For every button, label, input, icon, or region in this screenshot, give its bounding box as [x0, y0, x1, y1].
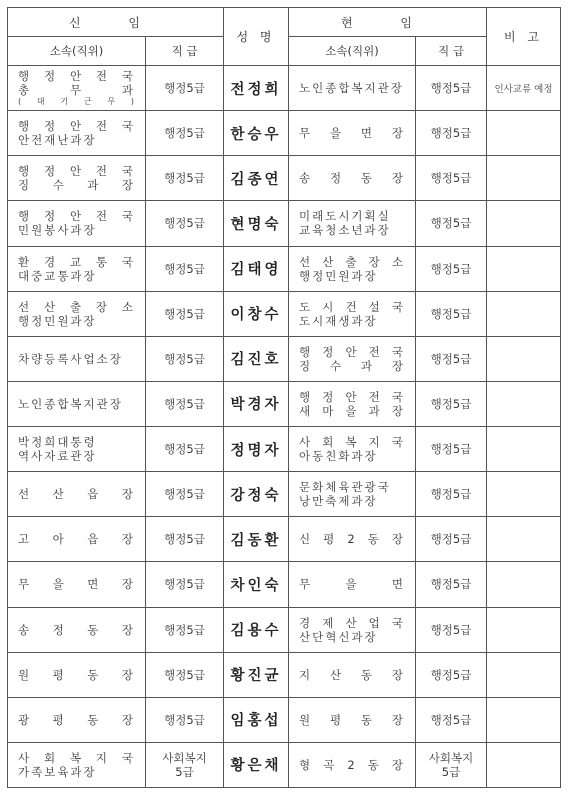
current-affiliation-cell-line: 행 정 안 전 국: [299, 389, 405, 404]
remarks-cell: [487, 246, 561, 291]
new-affiliation-cell-line: 역사자료관장: [18, 449, 97, 464]
current-affiliation-cell: [289, 427, 416, 472]
current-affiliation-cell-line: 무 을 면 장: [299, 126, 405, 141]
current-grade-cell: 행정5급: [416, 156, 487, 201]
table-row: [8, 607, 561, 652]
table-row: [8, 427, 561, 472]
table-row: [8, 291, 561, 336]
person-name-cell: 전정희: [224, 66, 289, 111]
current-grade-cell: 행정5급: [416, 427, 487, 472]
current-affiliation-cell-line: 경 제 산 업 국: [299, 615, 405, 630]
current-affiliation-cell-line: 노인종합복지관장: [299, 81, 404, 96]
new-affiliation-cell-line: 행 정 안 전 국: [18, 119, 135, 134]
roster-body: [8, 66, 561, 788]
new-affiliation-cell-line: 무 을 면 장: [18, 577, 135, 592]
remarks-cell: [487, 427, 561, 472]
new-grade-cell: 행정5급: [146, 291, 224, 336]
person-name-cell: 김용수: [224, 607, 289, 652]
current-affiliation-cell: [289, 336, 416, 381]
remarks-cell: [487, 607, 561, 652]
new-affiliation-cell-line: 노인종합복지관장: [18, 396, 123, 411]
remarks-cell: [487, 156, 561, 201]
new-affiliation-cell-line: 박정희대통령: [18, 435, 97, 450]
new-affiliation-cell-line: 광 평 동 장: [18, 712, 135, 727]
new-affiliation-cell: [8, 66, 146, 111]
table-row: [8, 246, 561, 291]
person-name-cell: 한승우: [224, 111, 289, 156]
person-name-cell: 김종연: [224, 156, 289, 201]
new-affiliation-cell-line: 대중교통과장: [18, 268, 97, 283]
person-name-cell: 정명자: [224, 427, 289, 472]
current-affiliation-cell-line: 도시재생과장: [299, 313, 378, 328]
current-affiliation-cell-line: 도 시 건 설 국: [299, 299, 405, 314]
current-affiliation-cell-line: 무 을 면: [299, 577, 405, 592]
remarks-cell: [487, 697, 561, 742]
remarks-cell: [487, 381, 561, 426]
table-row: [8, 472, 561, 517]
current-affiliation-cell-line: 아동친화과장: [299, 449, 378, 464]
new-grade-cell: 행정5급: [146, 201, 224, 246]
person-name-cell: 현명숙: [224, 201, 289, 246]
current-affiliation-cell-line: 행 정 안 전 국: [299, 344, 405, 359]
current-affiliation-cell: [289, 517, 416, 562]
new-grade-cell: 행정5급: [146, 562, 224, 607]
new-affiliation-cell-line: 송 정 동 장: [18, 622, 135, 637]
current-affiliation-cell-line: 선 산 출 장 소: [299, 254, 405, 269]
remarks-header: 비 고: [487, 8, 561, 66]
current-affiliation-cell: [289, 562, 416, 607]
current-affiliation-cell-line: 형 곡 2 동 장: [299, 757, 405, 772]
new-affiliation-cell: [8, 427, 146, 472]
person-name-cell: 강정숙: [224, 472, 289, 517]
remarks-cell: [487, 562, 561, 607]
new-grade-cell: 행정5급: [146, 336, 224, 381]
current-affiliation-cell: [289, 111, 416, 156]
remarks-cell: 인사교류 예정: [487, 66, 561, 111]
current-affiliation-cell-line: 산단혁신과장: [299, 629, 378, 644]
current-affiliation-cell: [289, 246, 416, 291]
table-row: [8, 562, 561, 607]
current-affiliation-cell-line: 사 회 복 지 국: [299, 435, 405, 450]
new-grade-cell: 행정5급: [146, 156, 224, 201]
new-grade-cell: 행정5급: [146, 607, 224, 652]
current-affiliation-cell: [289, 156, 416, 201]
current-grade-cell: 행정5급: [416, 517, 487, 562]
new-affiliation-cell: [8, 607, 146, 652]
current-affiliation-cell: [289, 742, 416, 787]
current-affiliation-cell: [289, 607, 416, 652]
new-affiliation-cell-line: 선 산 출 장 소: [18, 299, 135, 314]
current-grade-cell: 행정5급: [416, 336, 487, 381]
remarks-cell: [487, 291, 561, 336]
new-affiliation-cell-line: 사 회 복 지 국: [18, 750, 135, 765]
new-affiliation-cell-line: 차량등록사업소장: [18, 351, 123, 366]
current-affiliation-cell: [289, 652, 416, 697]
header-row-top: [8, 8, 561, 37]
new-grade-cell: 행정5급: [146, 697, 224, 742]
current-grade-cell: 행정5급: [416, 111, 487, 156]
new-affiliation-cell-line: 환 경 교 통 국: [18, 254, 135, 269]
person-name-cell: 임홍섭: [224, 697, 289, 742]
new-affiliation-cell-line: 민원봉사과장: [18, 223, 97, 238]
new-grade-cell: 행정5급: [146, 427, 224, 472]
current-affiliation-cell: [289, 697, 416, 742]
new-grade-cell: 행정5급: [146, 517, 224, 562]
new-grade-cell: 행정5급: [146, 111, 224, 156]
current-grade-cell: 행정5급: [416, 607, 487, 652]
current-affiliation-cell: [289, 201, 416, 246]
current-affiliation-cell-line: 신 평 2 동 장: [299, 532, 405, 547]
table-row: [8, 517, 561, 562]
new-affiliation-cell-line: 안전재난과장: [18, 133, 97, 148]
new-affiliation-header: 소속(직위): [8, 37, 146, 66]
remarks-cell: [487, 111, 561, 156]
table-row: [8, 201, 561, 246]
new-affiliation-cell-line: 원 평 동 장: [18, 667, 135, 682]
current-post-header: 현 임: [289, 8, 487, 37]
person-name-cell: 차인숙: [224, 562, 289, 607]
current-affiliation-cell-line: 새 마 을 과 장: [299, 403, 405, 418]
new-affiliation-cell: [8, 111, 146, 156]
table-row: [8, 66, 561, 111]
current-affiliation-header: 소속(직위): [289, 37, 416, 66]
remarks-cell: [487, 336, 561, 381]
person-name-cell: 이창수: [224, 291, 289, 336]
new-affiliation-cell-line: 행 정 안 전 국: [18, 69, 135, 84]
current-affiliation-cell-line: 원 평 동 장: [299, 712, 405, 727]
person-name-cell: 김진호: [224, 336, 289, 381]
new-affiliation-cell-line: 가족보육과장: [18, 764, 97, 779]
current-affiliation-cell-line: 지 산 동 장: [299, 667, 405, 682]
new-grade-header: 직 급: [146, 37, 224, 66]
current-grade-cell: 행정5급: [416, 697, 487, 742]
current-grade-cell: 행정5급: [416, 652, 487, 697]
person-name-cell: 박경자: [224, 381, 289, 426]
table-row: [8, 381, 561, 426]
new-affiliation-cell: [8, 742, 146, 787]
remarks-cell: [487, 517, 561, 562]
new-affiliation-cell: [8, 381, 146, 426]
current-grade-header: 직 급: [416, 37, 487, 66]
current-affiliation-cell-line: 행정민원과장: [299, 268, 378, 283]
new-affiliation-cell: [8, 156, 146, 201]
remarks-cell: [487, 201, 561, 246]
current-grade-cell: 행정5급: [416, 472, 487, 517]
current-grade-cell: 행정5급: [416, 201, 487, 246]
current-grade-cell: 행정5급: [416, 246, 487, 291]
new-affiliation-cell-line: 징 수 과 장: [18, 178, 135, 193]
remarks-cell: [487, 472, 561, 517]
new-affiliation-cell: [8, 697, 146, 742]
new-post-header: 신 임: [8, 8, 224, 37]
table-row: [8, 111, 561, 156]
new-affiliation-cell: [8, 517, 146, 562]
new-grade-cell: 행정5급: [146, 381, 224, 426]
new-affiliation-cell: [8, 472, 146, 517]
table-row: [8, 697, 561, 742]
new-grade-cell: 행정5급: [146, 246, 224, 291]
current-affiliation-cell-line: 교육청소년과장: [299, 223, 391, 238]
remarks-cell: [487, 652, 561, 697]
new-affiliation-cell: [8, 291, 146, 336]
new-grade-cell: 행정5급: [146, 652, 224, 697]
current-affiliation-cell: [289, 291, 416, 336]
table-row: [8, 742, 561, 787]
person-name-cell: 김태영: [224, 246, 289, 291]
person-name-cell: 황진균: [224, 652, 289, 697]
current-grade-cell: 행정5급: [416, 66, 487, 111]
name-header: 성 명: [224, 8, 289, 66]
current-affiliation-cell-line: 미래도시기획실: [299, 209, 391, 224]
new-affiliation-cell-line: 선 산 읍 장: [18, 487, 135, 502]
new-affiliation-cell: [8, 246, 146, 291]
new-affiliation-cell: [8, 652, 146, 697]
new-affiliation-cell: [8, 562, 146, 607]
current-affiliation-cell-line: 징 수 과 장: [299, 358, 405, 373]
new-grade-cell: 행정5급: [146, 472, 224, 517]
current-affiliation-cell: [289, 66, 416, 111]
current-grade-cell: 행정5급: [416, 562, 487, 607]
current-grade-cell: 행정5급: [416, 291, 487, 336]
new-grade-cell: 사회복지 5급: [146, 742, 224, 787]
current-affiliation-cell-line: 낭만축제과장: [299, 494, 378, 509]
new-affiliation-cell-line: 행정민원과장: [18, 313, 97, 328]
new-affiliation-cell-line: 행 정 안 전 국: [18, 209, 135, 224]
person-name-cell: 김동환: [224, 517, 289, 562]
person-name-cell: 황은채: [224, 742, 289, 787]
current-affiliation-cell: [289, 472, 416, 517]
new-affiliation-cell-line: 행 정 안 전 국: [18, 164, 135, 179]
current-grade-cell: 사회복지 5급: [416, 742, 487, 787]
new-affiliation-cell: [8, 201, 146, 246]
table-row: [8, 336, 561, 381]
new-affiliation-cell-line: 고 아 읍 장: [18, 532, 135, 547]
new-affiliation-cell: [8, 336, 146, 381]
new-affiliation-cell-line: ( 대 기 근 무 ): [18, 97, 135, 107]
table-row: [8, 156, 561, 201]
table-row: [8, 652, 561, 697]
new-affiliation-cell-line: 총 무 과: [18, 83, 135, 98]
current-affiliation-cell-line: 송 정 동 장: [299, 171, 405, 186]
new-grade-cell: 행정5급: [146, 66, 224, 111]
current-affiliation-cell-line: 문화체육관광국: [299, 480, 391, 495]
remarks-cell: [487, 742, 561, 787]
current-grade-cell: 행정5급: [416, 381, 487, 426]
current-affiliation-cell: [289, 381, 416, 426]
personnel-roster-table: [7, 7, 561, 788]
